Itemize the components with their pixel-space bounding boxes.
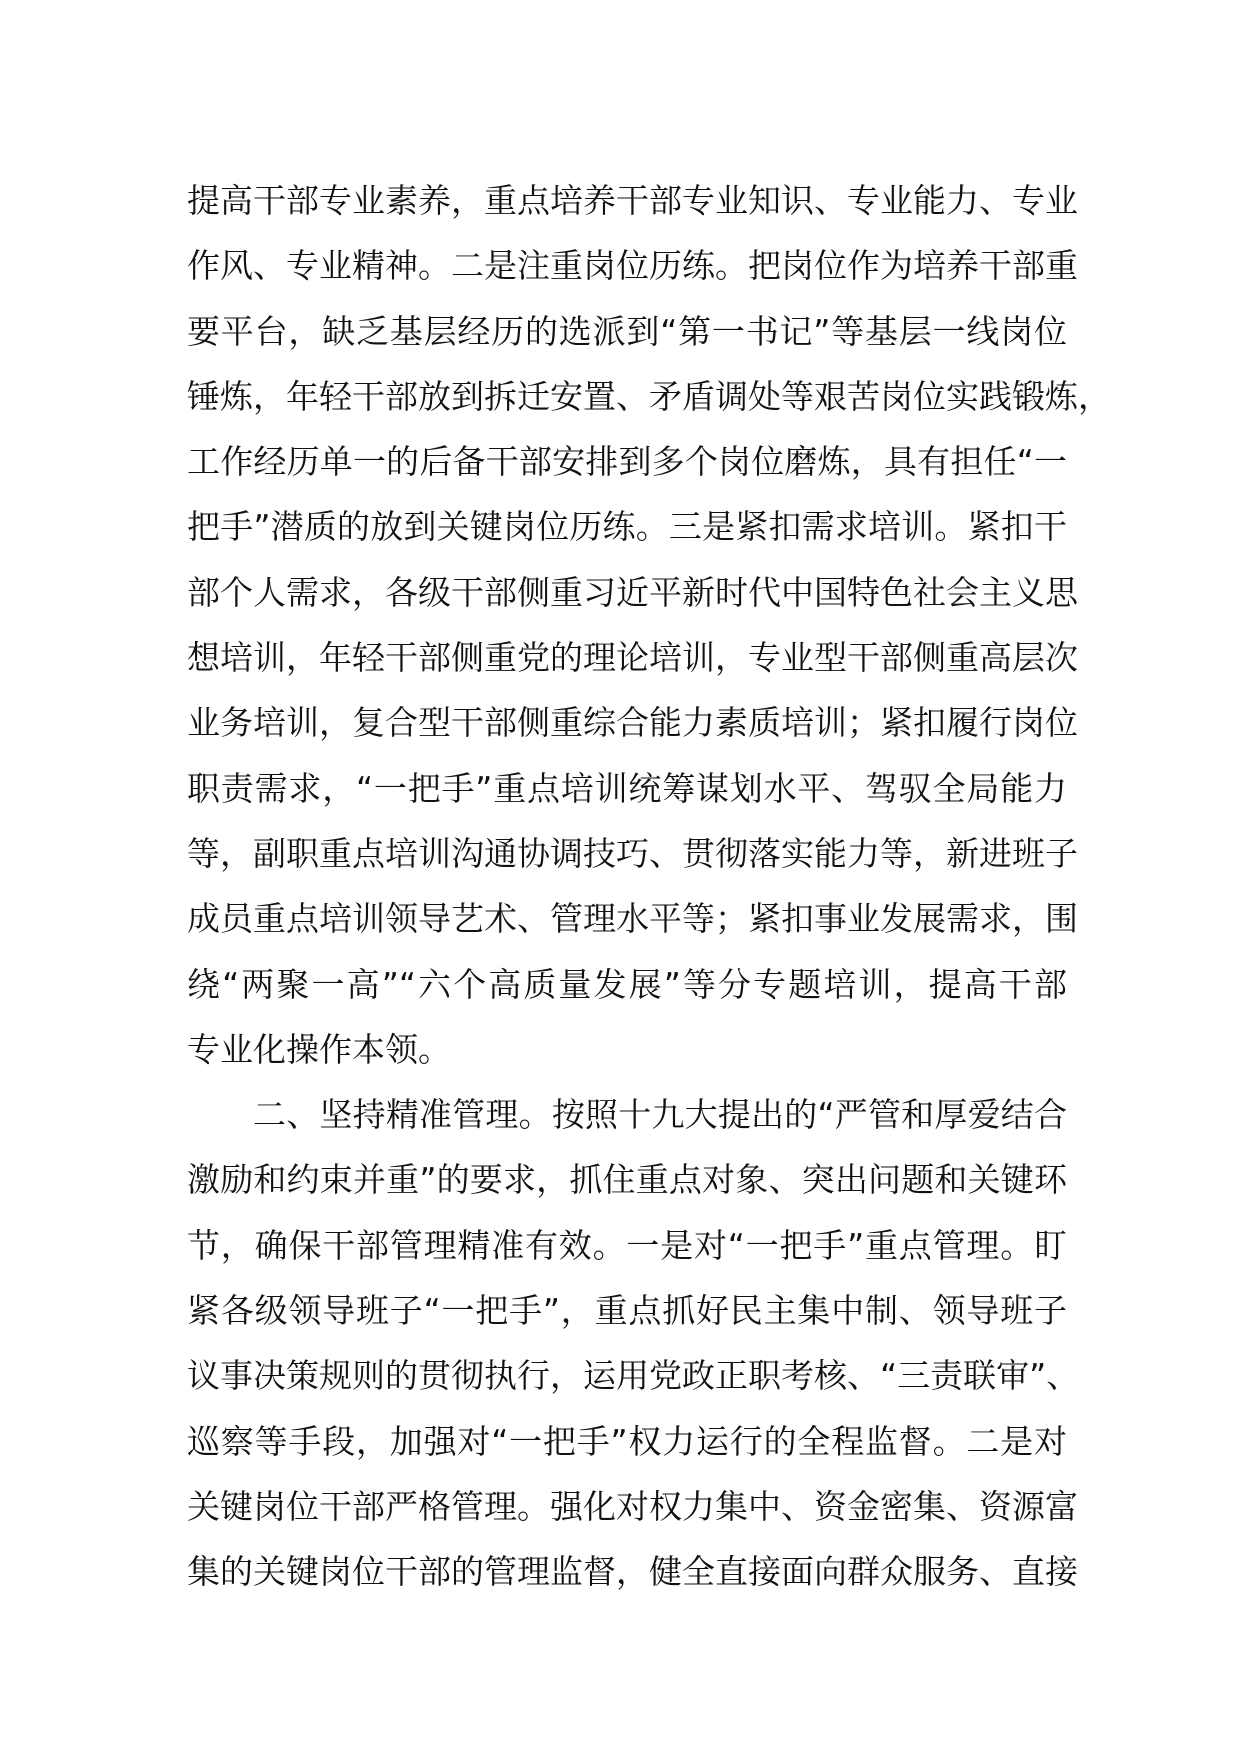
text-line: 作风、专业精神。二是注重岗位历练。把岗位作为培养干部重 bbox=[187, 246, 1078, 286]
text-line: 想培训，年轻干部侧重党的理论培训，专业型干部侧重高层次 bbox=[187, 638, 1078, 678]
text-line: 职责需求，“一把手”重点培训统筹谋划水平、驾驭全局能力 bbox=[187, 768, 1067, 808]
text-line: 巡察等手段，加强对“一把手”权力运行的全程监督。二是对 bbox=[187, 1421, 1067, 1461]
body-text bbox=[187, 168, 1111, 1605]
text-line: 工作经历单一的后备干部安排到多个岗位磨炼，具有担任“一 bbox=[187, 442, 1067, 482]
text-line: 等，副职重点培训沟通协调技巧、贯彻落实能力等，新进班子 bbox=[187, 833, 1078, 873]
text-line: 业务培训，复合型干部侧重综合能力素质培训；紧扣履行岗位 bbox=[187, 703, 1078, 743]
text-line: 集的关键岗位干部的管理监督，健全直接面向群众服务、直接 bbox=[187, 1552, 1078, 1592]
text-line: 节，确保干部管理精准有效。一是对“一把手”重点管理。盯 bbox=[187, 1225, 1067, 1265]
text-line: 要平台，缺乏基层经历的选派到“第一书记”等基层一线岗位 bbox=[187, 311, 1067, 351]
text-line: 成员重点培训领导艺术、管理水平等；紧扣事业发展需求，围 bbox=[187, 899, 1078, 939]
text-line: 关键岗位干部严格管理。强化对权力集中、资金密集、资源富 bbox=[187, 1486, 1078, 1526]
text-line: 专业化操作本领。 bbox=[187, 1029, 451, 1069]
text-line: 紧各级领导班子“一把手”，重点抓好民主集中制、领导班子 bbox=[187, 1291, 1067, 1331]
text-line: 议事决策规则的贯彻执行，运用党政正职考核、“三责联审”、 bbox=[187, 1356, 1080, 1396]
text-line: 锤炼，年轻干部放到拆迁安置、矛盾调处等艰苦岗位实践锻炼， bbox=[187, 376, 1111, 416]
text-line: 把手”潜质的放到关键岗位历练。三是紧扣需求培训。紧扣干 bbox=[187, 507, 1067, 547]
text-line: 部个人需求，各级干部侧重习近平新时代中国特色社会主义思 bbox=[187, 572, 1078, 612]
text-line: 绕“两聚一高”“六个高质量发展”等分专题培训，提高干部 bbox=[187, 964, 1067, 1004]
section-heading-line: 二、坚持精准管理。按照十九大提出的“严管和厚爱结合 bbox=[253, 1095, 1067, 1135]
text-line: 激励和约束并重”的要求，抓住重点对象、突出问题和关键环 bbox=[187, 1160, 1067, 1200]
text-line: 提高干部专业素养，重点培养干部专业知识、专业能力、专业 bbox=[187, 181, 1078, 220]
